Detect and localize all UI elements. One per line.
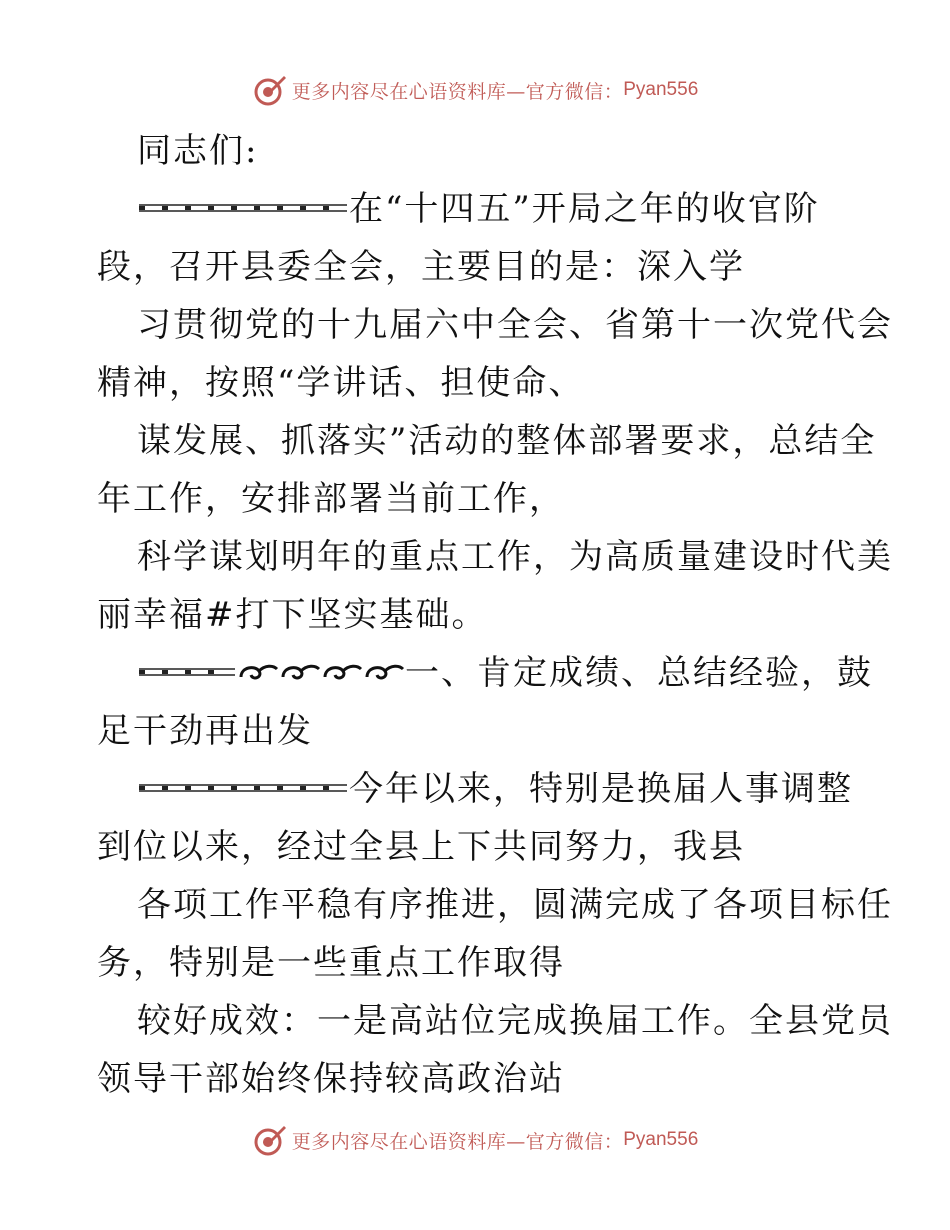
paragraph-line: 到位以来，经过全县上下共同努力，我县 <box>97 827 745 867</box>
watermark-text: 更多内容尽在心语资料库—官方微信： <box>291 80 624 103</box>
dash-ornament-icon <box>137 661 237 683</box>
section-heading-line: 一、肯定成绩、总结经验，鼓 <box>97 644 857 702</box>
pen-seal-icon <box>252 72 288 108</box>
dash-ornament-icon <box>137 197 349 219</box>
dash-ornament-icon <box>137 777 349 799</box>
document-body <box>97 122 893 1108</box>
paragraph-line: 较好成效：一是高站位完成换届工作。全县党员 <box>137 1001 893 1041</box>
watermark-wechat-id: Pyan556 <box>623 1129 699 1150</box>
paragraph-line: 科学谋划明年的重点工作，为高质量建设时代美 <box>137 537 893 577</box>
paragraph-line: 各项工作平稳有序推进，圆满完成了各项目标任 <box>137 885 893 925</box>
watermark-header <box>0 70 950 110</box>
paragraph-line: 段，召开县委全会，主要目的是：深入学 <box>97 247 745 287</box>
paragraph-line: 精神，按照“学讲话、担使命、 <box>97 363 585 403</box>
paragraph-line: 丽幸福#打下坚实基础。 <box>97 595 488 635</box>
watermark-text: 更多内容尽在心语资料库—官方微信： <box>291 1130 624 1153</box>
paragraph-line: 领导干部始终保持较高政治站 <box>97 1059 565 1099</box>
swirl-ornament-icon <box>237 659 405 685</box>
section-heading-line: 足干劲再出发 <box>97 711 313 751</box>
paragraph-line: 在“十四五”开局之年的收官阶 <box>97 180 857 238</box>
paragraph-line: 谋发展、抓落实”活动的整体部署要求，总结全 <box>137 421 877 461</box>
pen-seal-icon <box>252 1122 288 1158</box>
paragraph-line: 务，特别是一些重点工作取得 <box>97 943 565 983</box>
paragraph-line: 今年以来，特别是换届人事调整 <box>97 760 857 818</box>
watermark-wechat-id: Pyan556 <box>623 79 699 100</box>
watermark-footer <box>0 1120 950 1160</box>
salutation-line: 同志们: <box>137 131 259 171</box>
paragraph-line: 年工作，安排部署当前工作， <box>97 479 565 519</box>
paragraph-line: 习贯彻党的十九届六中全会、省第十一次党代会 <box>137 305 893 345</box>
